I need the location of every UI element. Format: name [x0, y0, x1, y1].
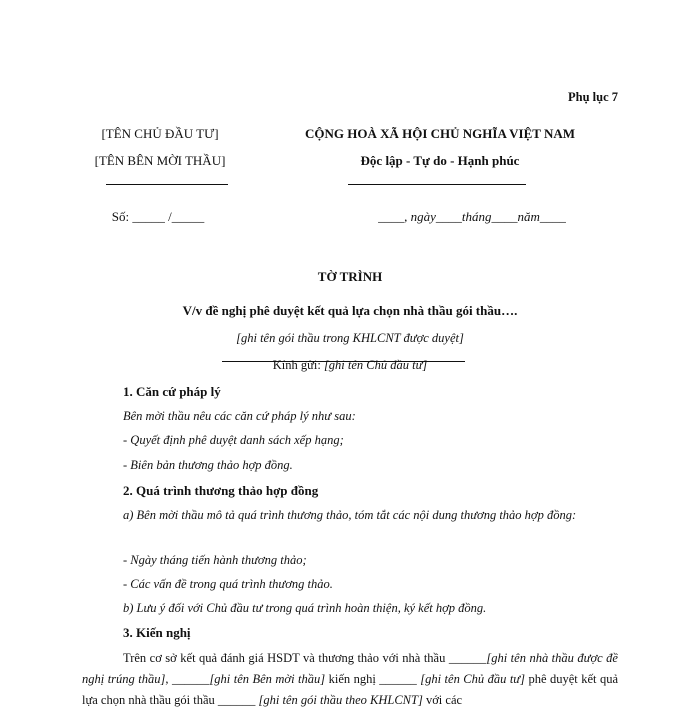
section-3-paragraph: Trên cơ sở kết quả đánh giá HSDT và thương thảo với nhà thầu ______[ghi tên nhà thầu được đề nghị trúng thầu], ______[ghi tên Bên mời thầu] kiến nghị ______ [ghi tên Chủ đầu tư] phê duyệt kết quả lựa chọn nhà thầu gói thầu ______ [ghi tên gói thầu theo KHLCNT] với các: [82, 651, 618, 707]
recipient-value: [ghi tên Chủ đầu tư]: [323, 358, 428, 372]
section-2-paragraph-b: b) Lưu ý đối với Chủ đầu tư trong quá trình hoàn thiện, ký kết hợp đồng.: [123, 601, 487, 615]
document-number: Số: _____ /_____: [111, 209, 205, 224]
document-subject: V/v đề nghị phê duyệt kết quả lựa chọn nhà thầu gói thầu….: [182, 303, 518, 318]
section-2-heading: 2. Quá trình thương thảo hợp đồng: [123, 483, 319, 498]
national-title: CỘNG HOÀ XÃ HỘI CHỦ NGHĨA VIỆT NAM: [304, 126, 576, 141]
national-motto: Độc lập - Tự do - Hạnh phúc: [360, 153, 520, 168]
section-2-item: - Các vấn đề trong quá trình thương thảo.: [123, 577, 333, 591]
appendix-label: Phụ lục 7: [567, 90, 618, 104]
section-1-intro: Bên mời thầu nêu các căn cứ pháp lý như sau:: [123, 409, 356, 423]
section-1-heading: 1. Căn cứ pháp lý: [123, 384, 221, 399]
document-title: TỜ TRÌNH: [317, 269, 383, 284]
document-date: ____, ngày____tháng____năm____: [378, 209, 566, 224]
section-2-paragraph-a: a) Bên mời thầu mô tả quá trình thương thảo, tóm tắt các nội dung thương thảo hợp đồng:: [123, 508, 577, 522]
section-2-item: - Ngày tháng tiến hành thương thảo;: [123, 553, 307, 567]
section-1-item: - Biên bản thương thảo hợp đồng.: [123, 458, 293, 472]
recipient-label: Kính gửi:: [272, 358, 324, 372]
recipient-line: [273, 358, 428, 373]
bidding-party-name-placeholder: [TÊN BÊN MỜI THẦU]: [94, 153, 226, 168]
left-header-underline: [106, 184, 228, 185]
section-3-heading: 3. Kiến nghị: [123, 625, 191, 640]
investor-name-placeholder: [TÊN CHỦ ĐẦU TƯ]: [101, 126, 219, 141]
section-1-item: - Quyết định phê duyệt danh sách xếp hạng;: [123, 433, 344, 447]
subject-note: [ghi tên gói thầu trong KHLCNT được duyệt]: [236, 331, 464, 345]
right-header-underline: [348, 184, 526, 185]
